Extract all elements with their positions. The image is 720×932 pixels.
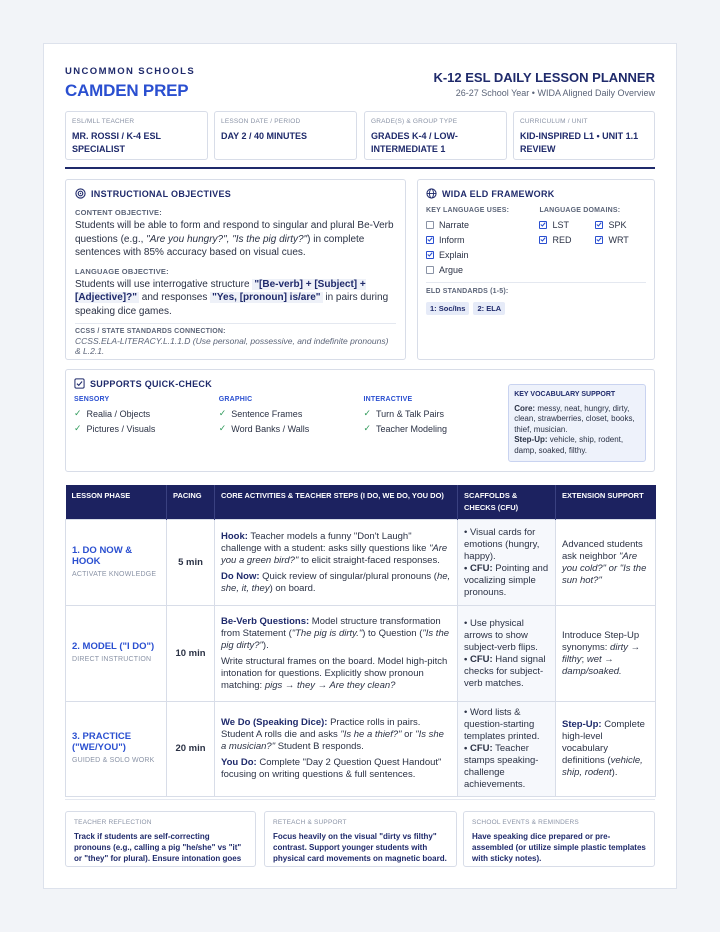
cfu-item	[464, 743, 549, 791]
step-text: Complete "Day 2 Question Quest Handout" focusing on writing questions & full sentences.	[221, 757, 442, 780]
step-text: Model structure transformation from Statement (	[221, 615, 441, 639]
info-label: GRADE(S) & GROUP TYPE	[371, 118, 458, 125]
table-row	[66, 520, 656, 606]
step-example: "Are you a green bird?"	[221, 542, 448, 566]
extension-text: Introduce Step-Up synonyms:	[562, 629, 640, 653]
use-argue-checkbox[interactable]	[426, 262, 539, 277]
eld-standards	[426, 282, 646, 316]
check-icon	[540, 221, 546, 228]
domain-spk-checkbox[interactable]	[595, 217, 626, 232]
phase-name: 3. PRACTICE ("WE/YOU")	[72, 731, 132, 753]
page-title: K-12 ESL DAILY LESSON PLANNER	[433, 70, 655, 85]
phase-subtitle: GUIDED & SOLO WORK	[72, 757, 155, 764]
step-example: he, she, it, they	[221, 570, 451, 594]
language-structure: "[Be-verb] + [Subject] + [Adjective]?"	[75, 278, 366, 303]
checkbox-label: Argue	[439, 264, 464, 275]
wida-heading	[426, 188, 646, 199]
support-column-label: GRAPHIC	[218, 396, 253, 403]
support-item-label: Turn & Talk Pairs	[376, 408, 445, 419]
extension-example: "Are you cold?" or "Is the sun hot?"	[562, 550, 647, 586]
table-header-row	[66, 485, 656, 520]
step-example: "Is the pig dirty?"	[221, 627, 450, 651]
footer-divider	[65, 799, 655, 800]
domain-lst-checkbox[interactable]	[539, 217, 595, 232]
column-header: LESSON PHASE	[66, 485, 167, 520]
cfu-text: Hand signal checks for subject-verb matches.	[464, 653, 546, 689]
check-icon	[427, 236, 433, 243]
step-example: pigs → they → Are they clean?	[264, 679, 396, 691]
use-explain-checkbox[interactable]	[426, 247, 539, 262]
step-text: Quick review of singular/plural pronouns (	[259, 570, 437, 582]
column-header: PACING	[167, 485, 215, 520]
objectives-heading	[75, 188, 396, 199]
checkbox-label: LST	[552, 219, 569, 230]
activities-cell	[215, 520, 458, 606]
use-narrate-checkbox[interactable]	[426, 217, 539, 232]
column-header: EXTENSION SUPPORT	[556, 485, 656, 520]
activities-cell	[215, 606, 458, 702]
vocabulary-box	[508, 384, 646, 462]
activity-step	[221, 531, 451, 567]
step-lead: Do Now:	[221, 570, 260, 582]
checklist-icon	[74, 378, 85, 389]
content-objective	[75, 219, 396, 260]
vocabulary-label: KEY VOCABULARY SUPPORT	[514, 391, 616, 398]
extension-text: Complete high-level vocabulary definitions (	[562, 719, 645, 766]
step-example: "Is she a musician?"	[221, 729, 444, 752]
wida-columns	[426, 207, 646, 277]
check-icon	[596, 221, 602, 228]
cfu-text: Teacher stamps speaking-challenge achievements.	[464, 743, 539, 790]
phase-cell	[66, 520, 167, 606]
step-text-mid: ) to Question (	[362, 627, 423, 639]
step-example: "Is he a thief?"	[340, 729, 402, 740]
supports-title: SUPPORTS QUICK-CHECK	[90, 378, 213, 389]
cfu-item	[464, 654, 549, 690]
support-item-label: Realia / Objects	[86, 408, 151, 419]
scaffolds-cell	[458, 520, 556, 606]
standards-block	[75, 323, 396, 356]
school-name: CAMDEN PREP	[65, 81, 189, 100]
checkbox-label: Narrate	[439, 219, 470, 230]
checkmark-icon: ✓	[218, 423, 227, 433]
org-name: UNCOMMON SCHOOLS	[65, 66, 196, 77]
phase-name: 2. MODEL ("I DO")	[72, 641, 155, 652]
support-column-label: INTERACTIVE	[363, 396, 413, 403]
checkbox-checked	[595, 221, 603, 229]
scaffolds-cell	[458, 702, 556, 797]
phase-cell	[66, 606, 167, 702]
support-item-label: Teacher Modeling	[376, 423, 448, 434]
extension-cell	[556, 606, 656, 702]
eld-tag: 1: Soc/Ins	[426, 302, 469, 315]
support-item	[363, 421, 508, 436]
language-uses	[426, 207, 539, 277]
checkbox-checked	[539, 236, 547, 244]
extension-cell	[556, 520, 656, 606]
extension-example: vehicle, ship, rodent	[562, 755, 643, 778]
wida-title: WIDA ELD FRAMEWORK	[442, 188, 555, 199]
checkbox-label: SPK	[608, 219, 627, 230]
supports-columns	[74, 391, 646, 462]
content-objective-label: CONTENT OBJECTIVE:	[75, 208, 162, 217]
checkbox-checked	[426, 251, 434, 259]
domain-red-checkbox[interactable]	[539, 232, 595, 247]
step-lead: Hook:	[221, 530, 248, 542]
info-grades	[364, 111, 507, 160]
check-icon	[596, 236, 602, 243]
support-column-sensory	[74, 396, 219, 462]
checkbox-label: Explain	[439, 249, 469, 260]
phase-subtitle: ACTIVATE KNOWLEDGE	[72, 570, 157, 578]
step-text-mid: or	[401, 729, 416, 740]
activity-step	[221, 717, 451, 753]
step-text-end: ).	[262, 639, 269, 651]
pacing-cell: 5 min	[167, 520, 215, 606]
extension-separator: ;	[581, 653, 587, 665]
language-objective-text-end: in pairs during speaking dice games.	[75, 292, 389, 317]
pacing-cell: 20 min	[167, 702, 215, 797]
activity-step	[221, 571, 451, 595]
domains-row	[539, 217, 646, 232]
scaffold-item: • Word lists & question-starting templates printed.	[464, 707, 540, 742]
globe-icon	[426, 188, 437, 199]
footer-text: Focus heavily on the visual "dirty vs filthy" contrast. Support younger students with physical card movements on magnetic board.	[273, 832, 447, 863]
cfu-text: Pointing and vocalizing simple pronouns.	[464, 562, 549, 598]
step-text-end: to elicit straight-faced responses.	[298, 554, 440, 566]
domain-wrt-checkbox[interactable]	[595, 232, 628, 247]
checkmark-icon: ✓	[363, 408, 372, 418]
step-example: "The pig is dirty."	[291, 627, 363, 639]
scaffold-item: • Use physical arrows to show subject-verb flips.	[464, 617, 538, 653]
core-words: messy, neat, hungry, dirty, clean, strawberries, closet, books, thief, musician.	[514, 403, 635, 434]
checkbox-label: RED	[552, 234, 572, 245]
footer-text: Have speaking dice prepared or pre-assembled (or utilize simple plastic templates with sticky notes).	[472, 832, 646, 863]
check-icon	[540, 236, 546, 243]
info-teacher	[65, 111, 208, 160]
info-label: LESSON DATE / PERIOD	[221, 118, 301, 125]
header-divider	[65, 167, 655, 169]
activity-step	[221, 656, 451, 692]
checkbox-label: WRT	[608, 234, 629, 245]
stepup-words: vehicle, ship, rodent, damp, soaked, filthy.	[514, 435, 624, 455]
standards-text: CCSS.ELA-LITERACY.L.1.1.D (Use personal, possessive, and indefinite pronouns) & L.2.1.	[75, 336, 389, 356]
footer-text: Track if students are self-correcting pronouns (e.g., calling a pig "he/she" vs "it" or "they" for plural). Ensure intonation goes	[74, 832, 242, 863]
info-curriculum	[513, 111, 655, 160]
support-column-label: SENSORY	[74, 396, 110, 403]
support-item	[74, 421, 219, 436]
checkbox-label: Inform	[439, 234, 465, 245]
stepup-vocabulary	[514, 435, 640, 456]
checkbox-checked	[539, 221, 547, 229]
footer-reteach	[264, 811, 457, 867]
check-icon	[427, 251, 433, 258]
step-lead: You Do:	[221, 757, 257, 768]
cfu-lead: • CFU:	[464, 562, 493, 574]
phase-name: 1. DO NOW & HOOK	[72, 544, 133, 567]
checkbox-empty	[426, 221, 434, 229]
content-objective-text: Students will be able to form and respond to singular and plural Be-Verb questions (e.g.,	[75, 220, 394, 245]
wida-panel	[417, 179, 655, 360]
checkmark-icon: ✓	[74, 408, 82, 418]
extension-cell	[556, 702, 656, 797]
activity-step	[221, 757, 451, 781]
scaffold-item: • Visual cards for emotions (hungry, happy).	[464, 526, 540, 562]
info-label: ESL/MLL TEACHER	[72, 118, 135, 125]
language-response: "Yes, [pronoun] is/are"	[212, 292, 321, 303]
footer-label: TEACHER REFLECTION	[74, 819, 152, 826]
footer-events	[463, 811, 655, 867]
cfu-lead: • CFU:	[464, 653, 493, 665]
supports-panel	[65, 369, 655, 472]
footer-reflection	[65, 811, 256, 867]
checkbox-checked	[426, 236, 434, 244]
core-label: Core:	[514, 403, 536, 413]
info-date	[214, 111, 357, 160]
language-objective-text-mid: and responses	[138, 292, 211, 303]
activity-step	[221, 616, 451, 652]
language-domains	[539, 207, 646, 277]
step-lead: We Do (Speaking Dice):	[221, 717, 328, 728]
target-icon	[75, 188, 86, 199]
content-objective-text-end: ) in complete sentences with 85% accuracy based on visual cues.	[75, 233, 365, 258]
cfu-item	[464, 563, 549, 599]
support-item-label: Pictures / Visuals	[86, 423, 156, 434]
extension-example: wet → damp/soaked.	[562, 653, 622, 677]
checkmark-icon: ✓	[363, 423, 372, 433]
step-lead: Be-Verb Questions:	[221, 615, 310, 627]
table-row	[66, 606, 656, 702]
extension-lead: Step-Up:	[562, 719, 602, 730]
footer-label: SCHOOL EVENTS & REMINDERS	[472, 819, 579, 826]
checkmark-icon: ✓	[218, 408, 227, 418]
extension-text-end: ).	[611, 767, 618, 778]
info-value: MR. ROSSI / K-4 ESL SPECIALIST	[72, 131, 161, 154]
domains-row	[539, 232, 646, 247]
column-header: CORE ACTIVITIES & TEACHER STEPS (I DO, WE DO, YOU DO)	[215, 485, 458, 520]
content-objective-examples: "Are you hungry?", "Is the pig dirty?"	[146, 233, 308, 245]
objectives-title: INSTRUCTIONAL OBJECTIVES	[91, 188, 232, 199]
support-item-label: Sentence Frames	[231, 408, 303, 419]
language-uses-label: KEY LANGUAGE USES:	[426, 207, 510, 214]
step-text-end: Student B responds.	[275, 741, 364, 752]
phase-cell	[66, 702, 167, 797]
info-value: DAY 2 / 40 MINUTES	[221, 131, 308, 141]
support-item	[74, 406, 219, 421]
support-column-interactive	[363, 396, 508, 462]
phase-subtitle: DIRECT INSTRUCTION	[72, 656, 152, 663]
lesson-planner-page	[43, 43, 677, 889]
standards-label: CCSS / STATE STANDARDS CONNECTION:	[75, 328, 226, 335]
checkbox-checked	[595, 236, 603, 244]
activities-cell	[215, 702, 458, 797]
checkbox-empty	[426, 266, 434, 274]
support-column-graphic	[219, 396, 364, 462]
extension-example: dirty → filthy	[562, 641, 641, 665]
support-item	[363, 406, 508, 421]
page-subtitle: 26-27 School Year • WIDA Aligned Daily Overview	[455, 88, 655, 98]
support-item	[219, 406, 364, 421]
table-row	[66, 702, 656, 797]
use-inform-checkbox[interactable]	[426, 232, 539, 247]
step-text-end: ) on board.	[269, 582, 316, 594]
scaffolds-cell	[458, 606, 556, 702]
language-objective-label: LANGUAGE OBJECTIVE:	[75, 266, 169, 276]
extension-text: Advanced students ask neighbor	[562, 538, 643, 562]
language-objective-text: Students will use interrogative structure	[75, 278, 253, 290]
cfu-lead: • CFU:	[464, 743, 493, 754]
pacing-cell: 10 min	[167, 606, 215, 702]
core-vocabulary	[514, 404, 640, 436]
info-label: CURRICULUM / UNIT	[520, 118, 588, 125]
step-text: Write structural frames on the board. Model high-pitch intonation for questions. Explicitly show pronoun matching:	[221, 655, 448, 691]
checkmark-icon: ✓	[74, 423, 82, 433]
column-header: SCAFFOLDS & CHECKS (CFU)	[458, 485, 556, 520]
eld-standards-label: ELD STANDARDS (1-5):	[426, 288, 509, 295]
eld-tag: 2: ELA	[473, 302, 505, 315]
support-item	[219, 421, 364, 436]
language-objective	[75, 278, 396, 319]
step-text: Practice rolls in pairs. Student A rolls die and asks	[221, 717, 421, 740]
support-item-label: Word Banks / Walls	[231, 423, 310, 434]
footer-label: RETEACH & SUPPORT	[273, 819, 347, 826]
objectives-panel	[65, 179, 406, 360]
lesson-plan-table	[65, 485, 656, 797]
language-domains-label: LANGUAGE DOMAINS:	[539, 207, 621, 214]
info-value: KID-INSPIRED L1 • UNIT 1.1 REVIEW	[520, 131, 639, 154]
stepup-label: Step-Up:	[514, 435, 548, 444]
info-value: GRADES K-4 / LOW-INTERMEDIATE 1	[371, 131, 458, 154]
step-text: Teacher models a funny "Don't Laugh" challenge with a student: asks silly questions like	[221, 530, 430, 554]
